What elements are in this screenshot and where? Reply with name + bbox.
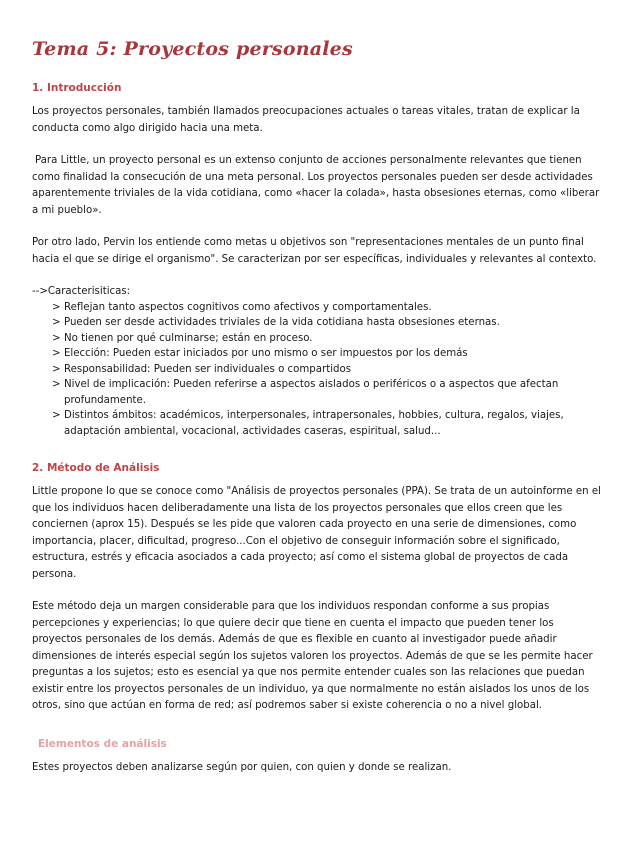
- paragraph: Estes proyectos deben analizarse según por quien, con quien y donde se realizan.: [32, 761, 452, 773]
- page-title: Tema 5: Proyectos personales: [32, 38, 353, 60]
- paragraph: Para Little, un proyecto personal es un extenso conjunto de acciones personalmente relevantes que tienen como finalidad la consecución de una meta personal. Los proyectos personales pueden ser desde actividades aparentemente triviales de la vida cotidiana, como «hacer la colada», hasta obsesiones eternas, como «liberar a mi pueblo».: [32, 155, 600, 216]
- characteristics-list: [32, 300, 604, 440]
- list-item: > Elección: Pueden estar iniciados por uno mismo o ser impuestos por los demás: [52, 346, 604, 362]
- list-marker: >: [52, 332, 61, 344]
- characteristics-heading: -->Caracterisiticas:: [32, 286, 131, 297]
- list-item: > Nivel de implicación: Pueden referirse a aspectos aislados o periféricos o a aspectos que afectan profundamente.: [52, 379, 559, 406]
- list-item: > Reflejan tanto aspectos cognitivos como afectivos y comportamentales.: [52, 300, 604, 316]
- list-marker: >: [52, 348, 61, 359]
- list-item: > Responsabilidad: Pueden ser individuales o compartidos: [52, 362, 604, 378]
- list-item: > No tienen por qué culminarse; están en proceso.: [52, 331, 604, 347]
- list-marker: >: [52, 363, 61, 375]
- section-heading-metodo: 2. Método de Análisis: [32, 462, 160, 474]
- list-item: > Distintos ámbitos: académicos, interpersonales, intrapersonales, hobbies, cultura, regalos, viajes, adaptación ambiental, vocacional, actividades caseras, espiritual, salud...: [52, 410, 564, 437]
- paragraph: Little propone lo que se conoce como "Análisis de proyectos personales (PPA). Se trata de un autoinforme en el que los individuos hacen deliberadamente una lista de los proyectos personales que ellos creen que les conciernen (aprox 15). Después se les pide que valoren cada proyecto en una serie de dimensiones, como importancia, placer, dificultad, progreso...Con el objetivo de conseguir información sobre el significado, estructura, estrés y eficacia asociados a cada proyecto; así como el sistema global de proyectos de cada persona.: [32, 486, 601, 580]
- paragraph: Por otro lado, Pervin los entiende como metas u objetivos son "representaciones mentales de un punto final hacia el que se dirige el organismo". Se caracterizan por ser específicas, individuales y relevantes al contexto.: [32, 237, 597, 265]
- list-marker: >: [52, 301, 61, 313]
- section-heading-introduccion: 1. Introducción: [32, 82, 122, 94]
- section-heading-elementos: Elementos de análisis: [38, 737, 167, 750]
- list-item: > Pueden ser desde actividades triviales de la vida cotidiana hasta obsesiones eternas.: [52, 315, 604, 331]
- list-marker: >: [52, 410, 61, 421]
- paragraph: Los proyectos personales, también llamados preocupaciones actuales o tareas vitales, tratan de explicar la conducta como algo dirigido hacia una meta.: [32, 106, 580, 134]
- list-marker: >: [52, 317, 61, 328]
- list-marker: >: [52, 379, 61, 390]
- paragraph: Este método deja un margen considerable para que los individuos respondan conforme a sus propias percepciones y experiencias; lo que quiere decir que tiene en cuenta el impacto que pueden tener los proyectos personales de los demás. Además de que es flexible en cuanto al investigador puede añadir dimensiones de interés especial según los sujetos valoren los proyectos. Además de que se les permite hacer preguntas a los sujetos; esto es esencial ya que nos permite entender cuales son las relaciones que puedan existir entre los proyectos personales de un individuo, ya que normalmente no están aislados los unos de los otros, sino que actúan en forma de red; así podremos saber si existe coherencia o no a nivel global.: [32, 601, 593, 711]
